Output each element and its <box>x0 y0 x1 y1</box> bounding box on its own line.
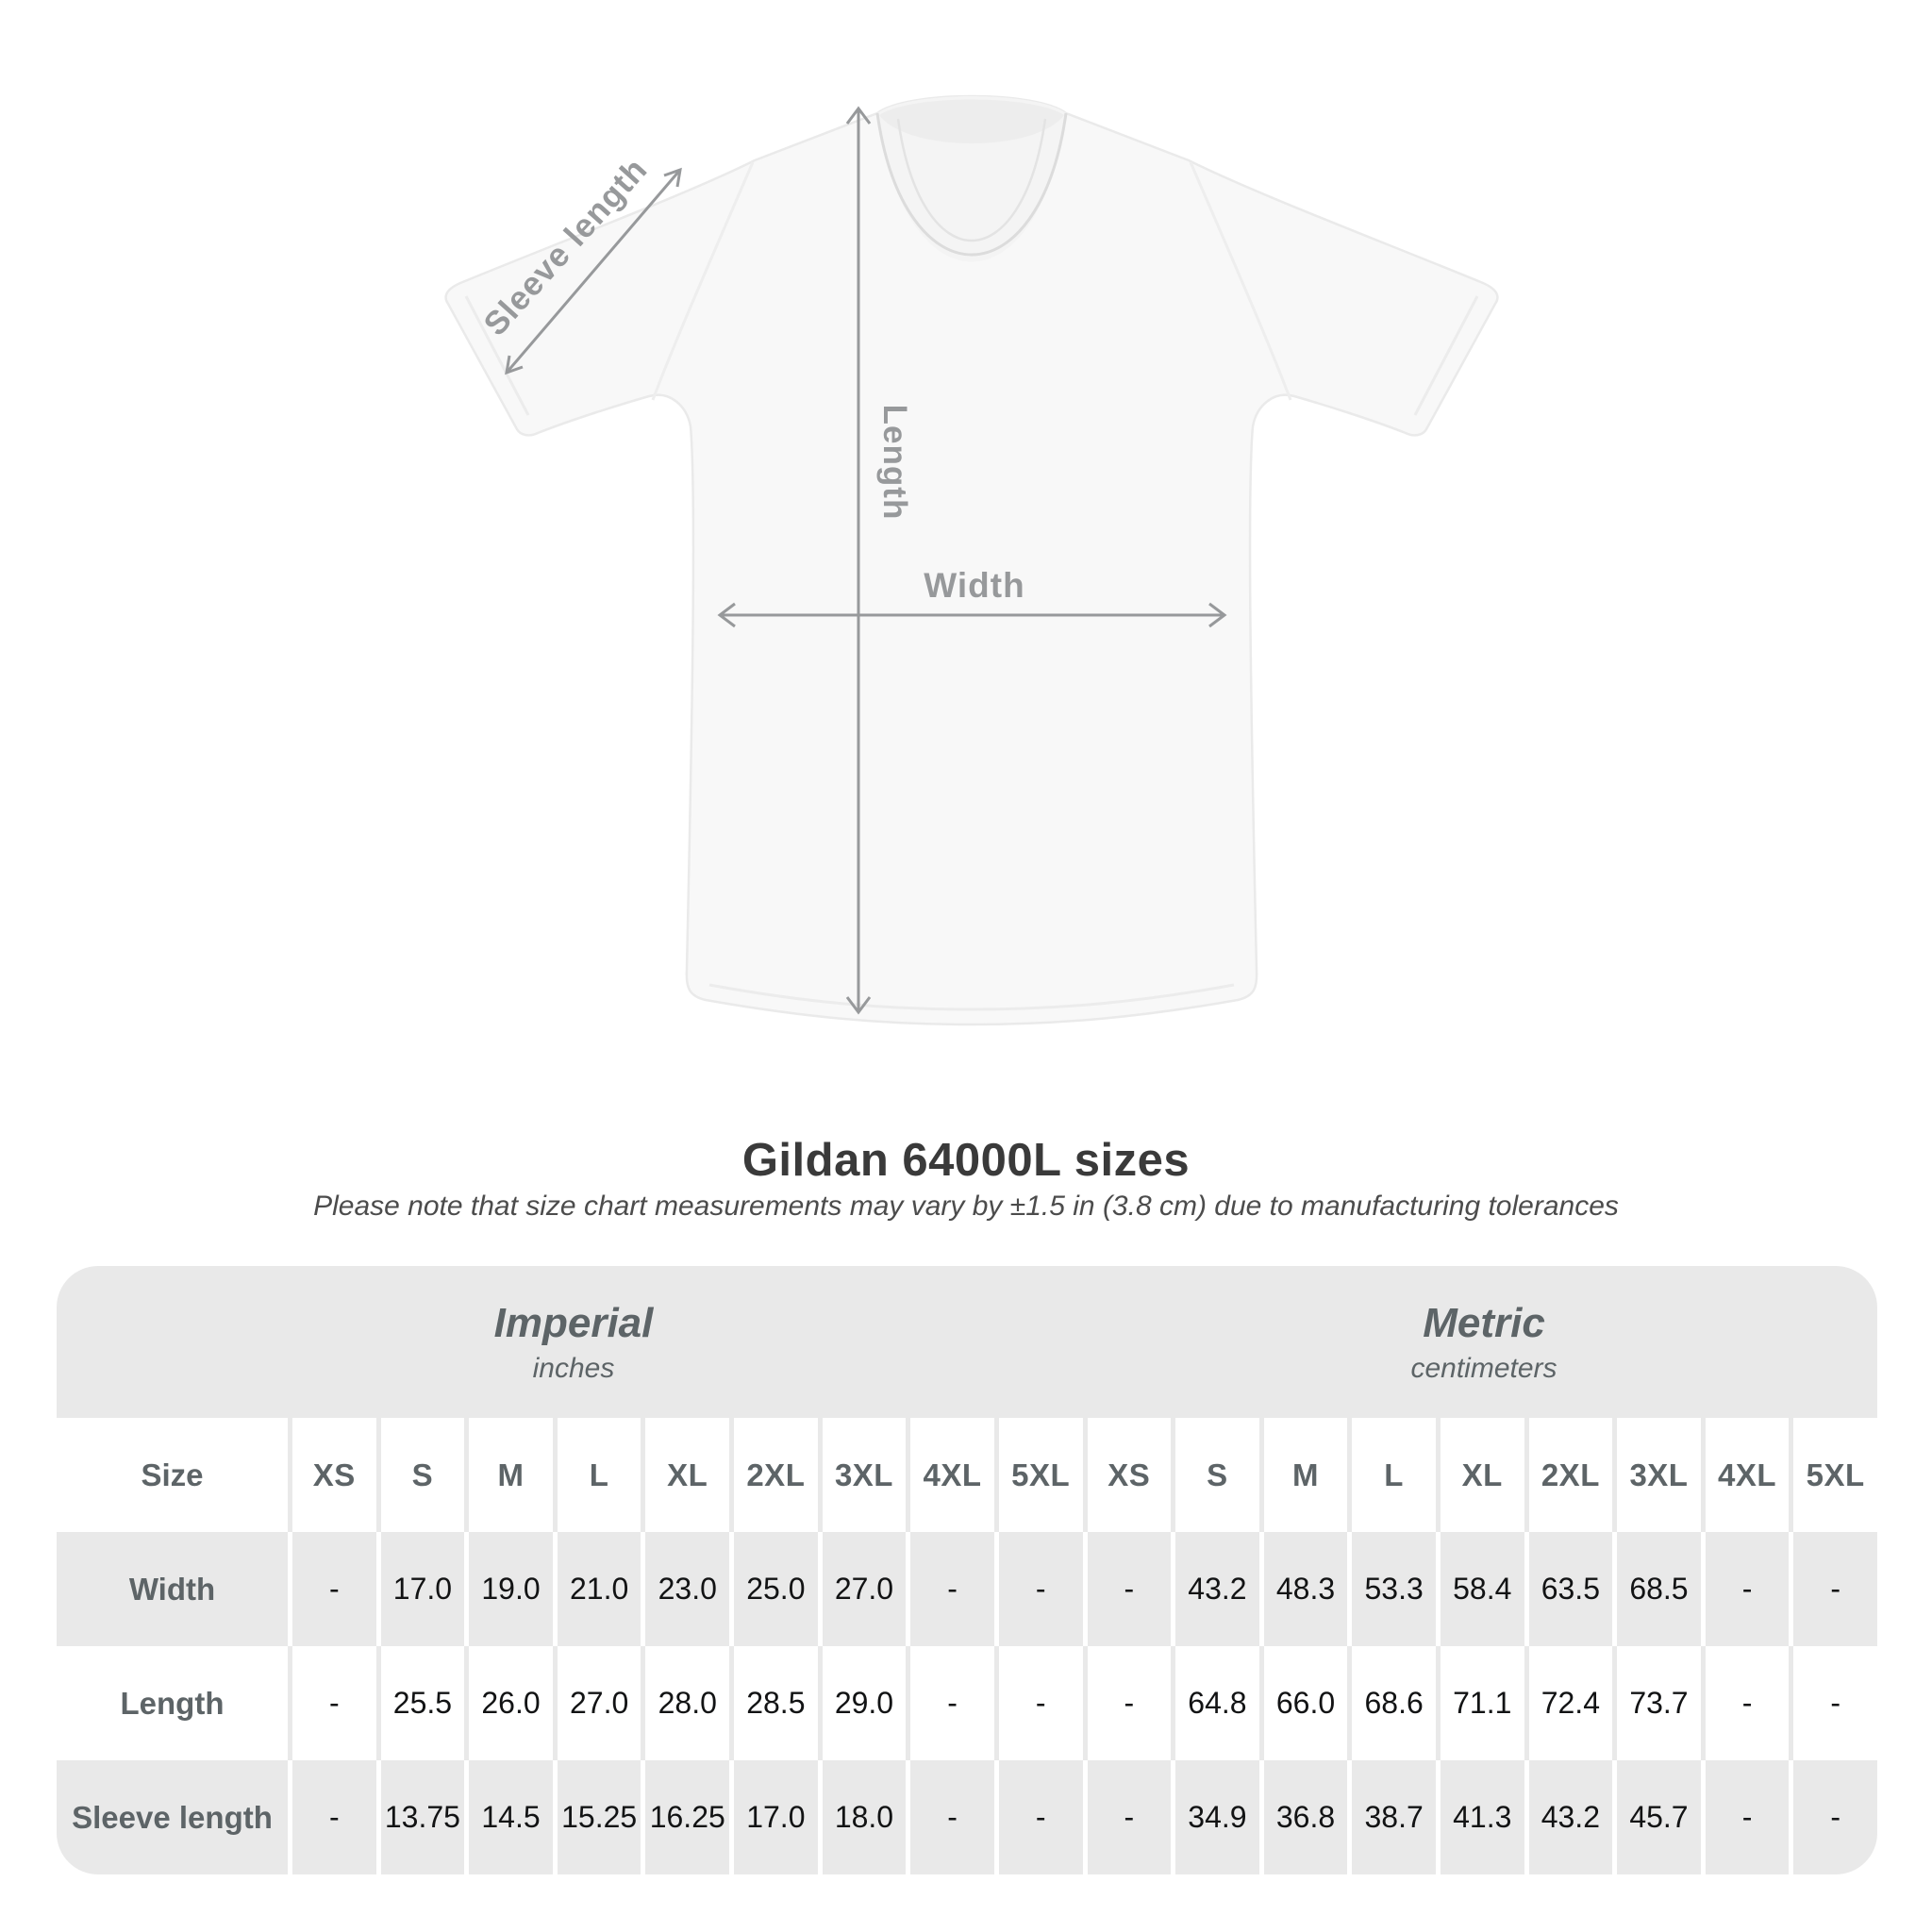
row-label-sleeve-length: Sleeve length <box>72 1799 273 1835</box>
value-length-imperial-XL: 28.0 <box>641 1646 729 1760</box>
size-header-imperial-3XL: 3XL <box>818 1418 907 1532</box>
table-row-length <box>57 1646 1877 1760</box>
value-sleeve-length-imperial-5XL: - <box>994 1760 1083 1874</box>
value-length-imperial-S: 25.5 <box>376 1646 465 1760</box>
value-width-metric-5XL: - <box>1789 1532 1877 1646</box>
value-length-metric-XS: - <box>1083 1646 1172 1760</box>
value-width-imperial-4XL: - <box>906 1532 994 1646</box>
value-width-imperial-L: 21.0 <box>553 1532 641 1646</box>
value-length-metric-L: 68.6 <box>1347 1646 1436 1760</box>
value-sleeve-length-metric-XS: - <box>1083 1760 1172 1874</box>
size-header-metric-2XL: 2XL <box>1524 1418 1613 1532</box>
value-sleeve-length-metric-S: 34.9 <box>1171 1760 1259 1874</box>
value-length-metric-M: 66.0 <box>1259 1646 1348 1760</box>
value-width-metric-XL: 58.4 <box>1436 1532 1524 1646</box>
size-header-metric-L: L <box>1347 1418 1436 1532</box>
value-width-metric-XS: - <box>1083 1532 1172 1646</box>
value-length-metric-3XL: 73.7 <box>1612 1646 1701 1760</box>
size-header-metric-5XL: 5XL <box>1789 1418 1877 1532</box>
value-length-metric-2XL: 72.4 <box>1524 1646 1613 1760</box>
value-length-imperial-2XL: 28.5 <box>729 1646 818 1760</box>
size-header-imperial-4XL: 4XL <box>906 1418 994 1532</box>
table-row-width <box>57 1532 1877 1646</box>
value-sleeve-length-metric-M: 36.8 <box>1259 1760 1348 1874</box>
value-sleeve-length-imperial-L: 15.25 <box>553 1760 641 1874</box>
value-sleeve-length-imperial-XL: 16.25 <box>641 1760 729 1874</box>
value-sleeve-length-imperial-M: 14.5 <box>464 1760 553 1874</box>
value-width-metric-S: 43.2 <box>1171 1532 1259 1646</box>
unit-header-band <box>57 1266 1877 1418</box>
size-header-imperial-2XL: 2XL <box>729 1418 818 1532</box>
metric-label: Metric <box>1423 1299 1545 1346</box>
value-sleeve-length-imperial-XS: - <box>288 1760 376 1874</box>
size-header-metric-3XL: 3XL <box>1612 1418 1701 1532</box>
size-header-metric-M: M <box>1259 1418 1348 1532</box>
value-sleeve-length-imperial-S: 13.75 <box>376 1760 465 1874</box>
value-width-metric-3XL: 68.5 <box>1612 1532 1701 1646</box>
size-header-imperial-5XL: 5XL <box>994 1418 1083 1532</box>
value-length-metric-XL: 71.1 <box>1436 1646 1524 1760</box>
value-sleeve-length-metric-XL: 41.3 <box>1436 1760 1524 1874</box>
value-sleeve-length-metric-5XL: - <box>1789 1760 1877 1874</box>
sleeve-length-label: Sleeve length <box>476 150 655 343</box>
size-header-imperial-S: S <box>376 1418 465 1532</box>
value-sleeve-length-imperial-4XL: - <box>906 1760 994 1874</box>
value-width-metric-2XL: 63.5 <box>1524 1532 1613 1646</box>
value-width-imperial-M: 19.0 <box>464 1532 553 1646</box>
imperial-label: Imperial <box>493 1299 654 1346</box>
value-width-imperial-XL: 23.0 <box>641 1532 729 1646</box>
value-width-imperial-5XL: - <box>994 1532 1083 1646</box>
value-width-imperial-3XL: 27.0 <box>818 1532 907 1646</box>
page-title: Gildan 64000L sizes <box>741 1135 1191 1186</box>
value-width-imperial-S: 17.0 <box>376 1532 465 1646</box>
value-width-metric-M: 48.3 <box>1259 1532 1348 1646</box>
width-label: Width <box>924 566 1025 605</box>
size-header-row <box>57 1418 1877 1532</box>
value-length-metric-5XL: - <box>1789 1646 1877 1760</box>
size-header-metric-XL: XL <box>1436 1418 1524 1532</box>
size-table <box>57 1266 1877 1874</box>
value-length-imperial-M: 26.0 <box>464 1646 553 1760</box>
size-header-imperial-M: M <box>464 1418 553 1532</box>
value-sleeve-length-metric-L: 38.7 <box>1347 1760 1436 1874</box>
value-length-metric-4XL: - <box>1701 1646 1790 1760</box>
size-header-imperial-XL: XL <box>641 1418 729 1532</box>
table-row-sleeve-length <box>57 1760 1877 1874</box>
value-width-imperial-2XL: 25.0 <box>729 1532 818 1646</box>
size-header-metric-S: S <box>1171 1418 1259 1532</box>
value-width-imperial-XS: - <box>288 1532 376 1646</box>
size-header-metric-4XL: 4XL <box>1701 1418 1790 1532</box>
size-header-imperial-XS: XS <box>288 1418 376 1532</box>
imperial-unit: inches <box>532 1352 615 1384</box>
length-label: Length <box>876 404 913 521</box>
value-length-imperial-5XL: - <box>994 1646 1083 1760</box>
value-width-metric-4XL: - <box>1701 1532 1790 1646</box>
value-length-imperial-3XL: 29.0 <box>818 1646 907 1760</box>
value-width-metric-L: 53.3 <box>1347 1532 1436 1646</box>
value-sleeve-length-metric-4XL: - <box>1701 1760 1790 1874</box>
value-length-imperial-4XL: - <box>906 1646 994 1760</box>
size-header-imperial-L: L <box>553 1418 641 1532</box>
size-column-header: Size <box>141 1457 204 1492</box>
metric-section-header <box>1091 1266 1877 1418</box>
value-length-metric-S: 64.8 <box>1171 1646 1259 1760</box>
imperial-section-header <box>57 1266 1091 1418</box>
metric-unit: centimeters <box>1410 1352 1557 1384</box>
value-sleeve-length-imperial-2XL: 17.0 <box>729 1760 818 1874</box>
row-label-width: Width <box>128 1571 216 1607</box>
value-sleeve-length-metric-2XL: 43.2 <box>1524 1760 1613 1874</box>
tolerance-note: Please note that size chart measurements may vary by ±1.5 in (3.8 cm) due to manufacturing tolerances <box>313 1191 1619 1222</box>
value-length-imperial-XS: - <box>288 1646 376 1760</box>
row-label-length: Length <box>120 1685 225 1721</box>
value-length-imperial-L: 27.0 <box>553 1646 641 1760</box>
value-sleeve-length-metric-3XL: 45.7 <box>1612 1760 1701 1874</box>
value-sleeve-length-imperial-3XL: 18.0 <box>818 1760 907 1874</box>
size-header-metric-XS: XS <box>1083 1418 1172 1532</box>
